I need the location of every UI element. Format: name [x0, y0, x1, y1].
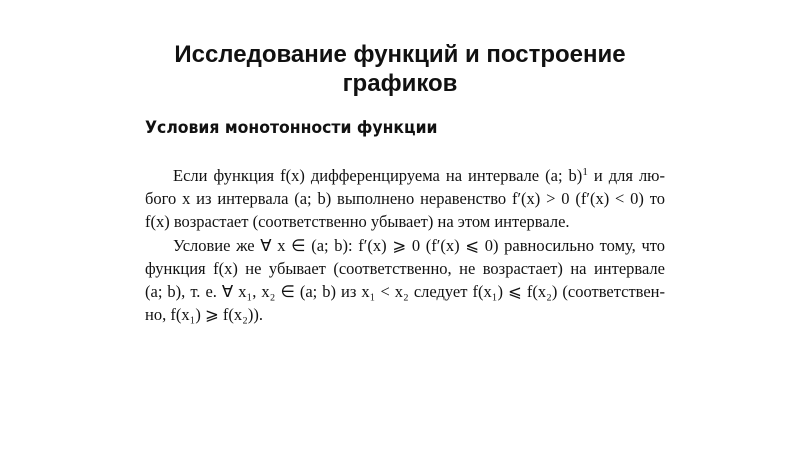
text-line-1	[145, 164, 665, 187]
theorem-text	[145, 164, 665, 326]
text-line-1-tail: и для лю-	[587, 166, 666, 185]
text-line-5: функция f(x) не убывает (соответственно, не возрастает) на интервале	[145, 258, 665, 278]
section-heading: Условия монотонности функции	[145, 118, 438, 138]
slide-title-line-2: графиков	[342, 70, 458, 97]
text-line-3: f(x) возрастает (соответственно убывает) на этом интервале.	[145, 212, 570, 232]
slide-title-line-1: Исследование функций и построение	[174, 41, 626, 68]
text-line-1-main: Если функция f(x) дифференцируема на интервале (a; b)	[173, 166, 583, 185]
text-line-2: бого x из интервала (a; b) выполнено неравенство f′(x) > 0 (f′(x) < 0) то	[145, 189, 665, 209]
slide-title	[120, 40, 680, 98]
text-line-7: но, f(x₁) ⩾ f(x₂)).	[145, 305, 263, 325]
footnote-mark: 1	[582, 166, 588, 178]
text-line-6: (a; b), т. е. ∀ x₁, x₂ ∈ (a; b) из x₁ < x₂ следует f(x₁) ⩽ f(x₂) (соответствен-	[145, 281, 665, 301]
text-line-4: Условие же ∀ x ∈ (a; b): f′(x) ⩾ 0 (f′(x) ⩽ 0) равносильно тому, что	[173, 235, 665, 255]
